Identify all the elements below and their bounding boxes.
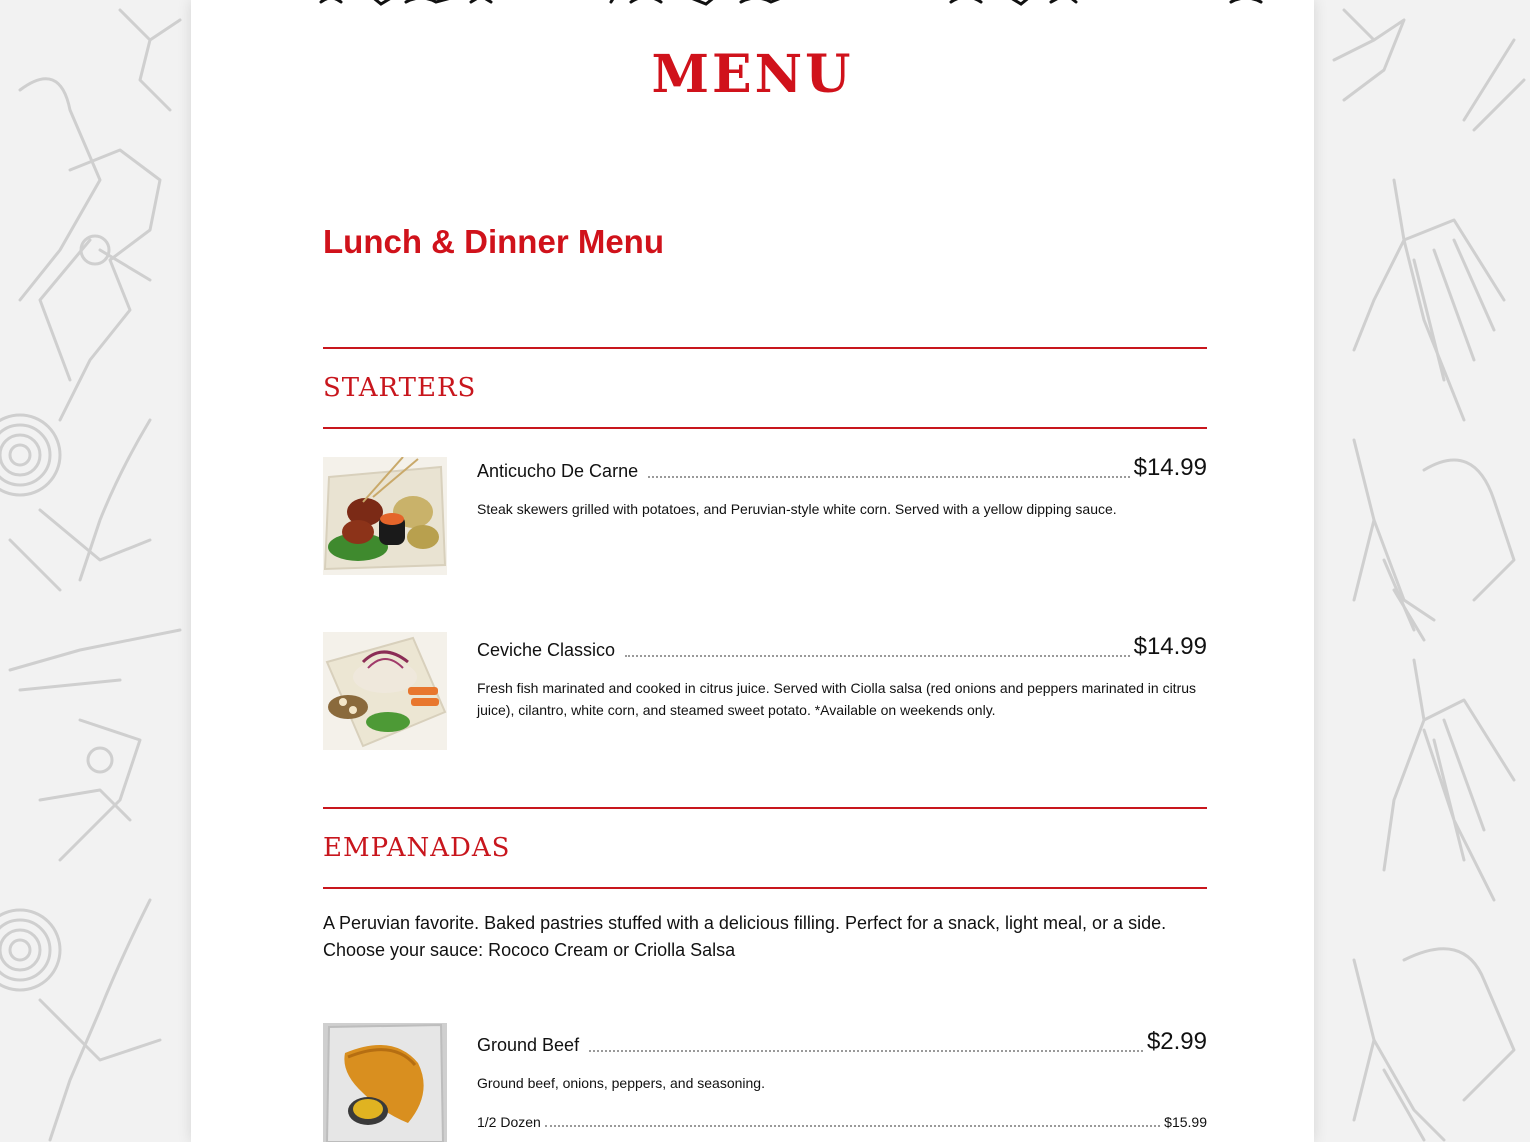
menu-item-header — [477, 454, 1207, 482]
menu-item-header — [477, 1028, 1207, 1056]
option-label: 1/2 Dozen — [477, 1114, 541, 1130]
page-title: MENU — [651, 44, 854, 105]
dotted-leader — [589, 1049, 1143, 1052]
divider — [323, 427, 1207, 429]
item-description: Steak skewers grilled with potatoes, and Peruvian-style white corn. Served with a yellow dipping sauce. — [477, 501, 1117, 517]
menu-page — [191, 0, 1314, 1142]
category-description: A Peruvian favorite. Baked pastries stuffed with a delicious filling. Perfect for a snack, light meal, or a side. Choose your sauce: Rococo Cream or Criolla Salsa — [323, 913, 1167, 960]
menu-item-header — [477, 633, 1207, 661]
item-image-anticucho[interactable] — [323, 457, 447, 575]
divider — [323, 347, 1207, 349]
item-option-row — [477, 1113, 1207, 1131]
nazca-pattern-right-icon — [1314, 0, 1530, 1142]
divider — [323, 807, 1207, 809]
dotted-leader — [648, 475, 1130, 478]
item-name: Anticucho De Carne — [477, 461, 639, 481]
divider — [323, 887, 1207, 889]
item-image-ceviche[interactable] — [323, 632, 447, 750]
category-title-starters: STARTERS — [323, 373, 477, 403]
item-price: $14.99 — [1133, 454, 1207, 481]
dotted-leader — [545, 1124, 1160, 1127]
nazca-border-icon — [311, 0, 1271, 6]
item-image-ground-beef[interactable] — [323, 1023, 447, 1142]
item-name: Ground Beef — [477, 1035, 580, 1055]
item-description: Fresh fish marinated and cooked in citrus juice. Served with Ciolla salsa (red onions and peppers marinated in citrus juice), cilantro, white corn, and steamed sweet potato. *Available on weekends only. — [477, 680, 1197, 718]
item-price: $14.99 — [1133, 633, 1207, 660]
dotted-leader — [625, 654, 1130, 657]
item-description: Ground beef, onions, peppers, and seasoning. — [477, 1075, 765, 1091]
item-name: Ceviche Classico — [477, 640, 616, 660]
menu-heading: Lunch & Dinner Menu — [323, 223, 664, 260]
item-price: $2.99 — [1146, 1028, 1207, 1055]
category-title-empanadas: EMPANADAS — [323, 833, 511, 863]
nazca-pattern-left-icon — [0, 0, 192, 1142]
option-price: $15.99 — [1164, 1114, 1207, 1130]
